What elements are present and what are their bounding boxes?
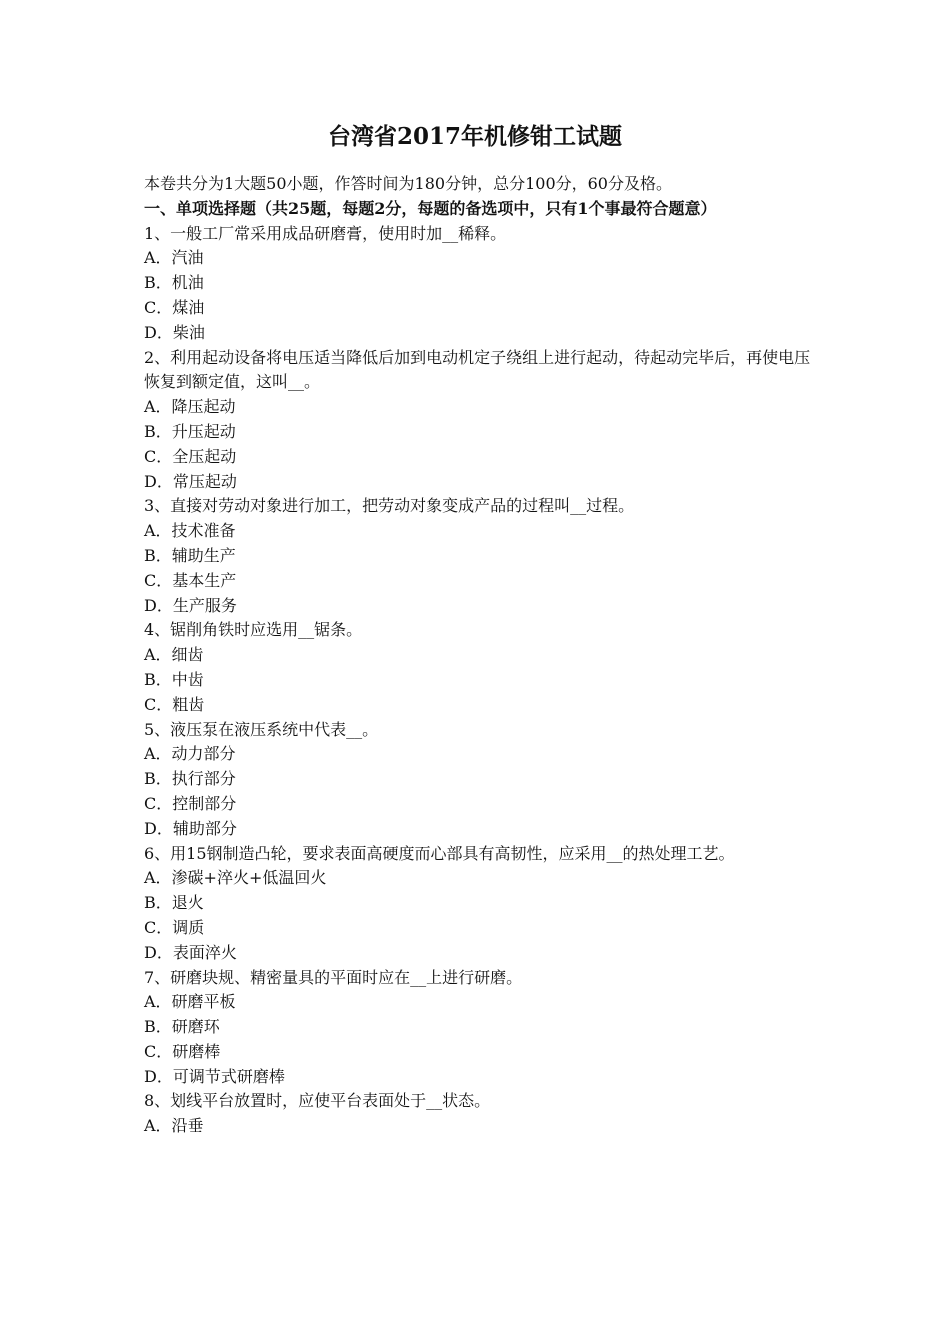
- question-6: [144, 842, 814, 966]
- option-a: A．细齿: [144, 645, 204, 665]
- option-c: C．控制部分: [144, 793, 237, 813]
- option-b: B．中齿: [144, 669, 204, 689]
- option-d: D．常压起动: [144, 471, 237, 491]
- section-title: 一、单项选择题（共25题，每题2分，每题的备选项中，只有1个事最符合题意）: [144, 198, 717, 218]
- question-1: [144, 222, 814, 346]
- option-a: A．渗碳+淬火+低温回火: [144, 868, 327, 888]
- option-b: B．机油: [144, 273, 204, 293]
- option-a: A．动力部分: [144, 744, 236, 764]
- question-5: [144, 718, 814, 842]
- option-b: B．退火: [144, 893, 204, 913]
- option-b: B．执行部分: [144, 769, 236, 789]
- question-7: [144, 966, 814, 1090]
- question-stem: 2、利用起动设备将电压适当降低后加到电动机定子绕组上进行起动，待起动完毕后，再使电压恢复到额定值，这叫__。: [144, 347, 811, 392]
- option-d: D．柴油: [144, 322, 205, 342]
- intro-text: 本卷共分为1大题50小题，作答时间为180分钟，总分100分，60分及格。: [144, 174, 672, 193]
- question-stem: 5、液压泵在液压系统中代表__。: [144, 719, 379, 739]
- option-c: C．研磨棒: [144, 1041, 221, 1061]
- option-b: B．升压起动: [144, 421, 236, 441]
- question-stem: 1、一般工厂常采用成品研磨膏，使用时加__稀释。: [144, 223, 507, 243]
- option-d: D．辅助部分: [144, 818, 237, 838]
- option-c: C．基本生产: [144, 570, 237, 590]
- option-d: D．表面淬火: [144, 942, 237, 962]
- option-d: D．可调节式研磨棒: [144, 1066, 285, 1086]
- option-a: A．降压起动: [144, 397, 236, 417]
- option-a: A．沿垂: [144, 1116, 204, 1136]
- question-8: [144, 1089, 814, 1139]
- question-4: [144, 618, 814, 717]
- question-stem: 4、锯削角铁时应选用__锯条。: [144, 620, 363, 640]
- question-3: [144, 494, 814, 618]
- option-b: B．研磨环: [144, 1017, 220, 1037]
- question-2: [144, 346, 814, 495]
- question-stem: 6、用15钢制造凸轮，要求表面高硬度而心部具有高韧性，应采用__的热处理工艺。: [144, 843, 735, 863]
- option-c: C．粗齿: [144, 694, 205, 714]
- option-b: B．辅助生产: [144, 545, 236, 565]
- option-c: C．调质: [144, 917, 205, 937]
- option-a: A．技术准备: [144, 521, 236, 541]
- option-c: C．煤油: [144, 297, 205, 317]
- question-stem: 7、研磨块规、精密量具的平面时应在__上进行研磨。: [144, 967, 523, 987]
- document-body: [144, 172, 814, 1139]
- option-d: D．生产服务: [144, 595, 237, 615]
- option-c: C．全压起动: [144, 446, 237, 466]
- question-stem: 8、划线平台放置时，应使平台表面处于__状态。: [144, 1091, 491, 1111]
- option-a: A．研磨平板: [144, 992, 236, 1012]
- option-a: A．汽油: [144, 248, 204, 268]
- question-stem: 3、直接对劳动对象进行加工，把劳动对象变成产品的过程叫__过程。: [144, 496, 635, 516]
- document-title: 台湾省2017年机修钳工试题: [327, 123, 622, 150]
